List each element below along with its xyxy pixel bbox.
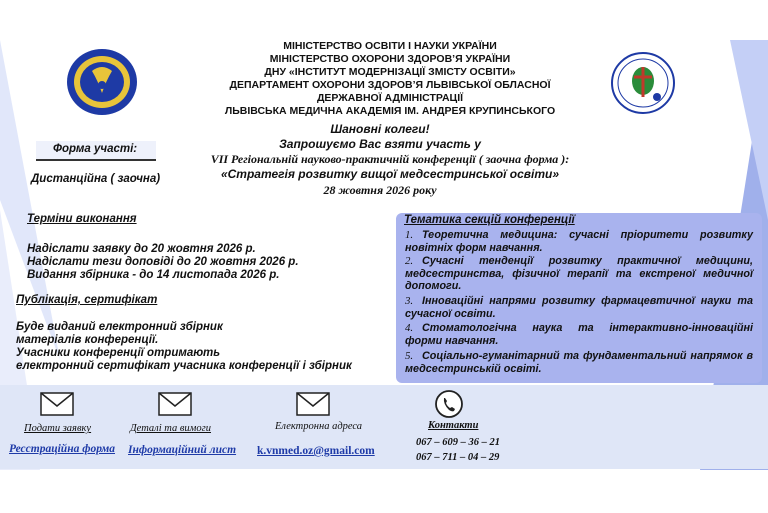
header-line-6: ЛЬВІВСЬКА МЕДИЧНА АКАДЕМІЯ ІМ. АНДРЕЯ КРУПИНСЬКОГО: [224, 105, 556, 117]
publication-line-3: Учасники конференції отримають: [16, 347, 221, 359]
conference-name: VII Регіональній науково-практичній конференції ( заочна форма ):: [210, 152, 570, 166]
publication-heading: Публікація, сертифікат: [16, 294, 158, 306]
apply-label: Подати заявку: [24, 423, 92, 434]
topic-item-5: [405, 350, 753, 375]
topic-text: Стоматологічна наука та інтерактивно-інноваційні форми навчання.: [405, 322, 753, 347]
topic-item-4: [405, 322, 753, 347]
envelope-icon: [158, 392, 192, 416]
info-letter-link[interactable]: Інформаційний лист: [128, 444, 237, 456]
topic-item-1: [405, 229, 753, 254]
topic-text: Теоретична медицина: сучасні пріоритети розвитку новітніх форм навчання.: [405, 229, 753, 254]
topic-item-3: [405, 295, 753, 320]
header-line-4: ДЕПАРТАМЕНТ ОХОРОНИ ЗДОРОВ’Я ЛЬВІВСЬКОЇ ОБЛАСНОЇ: [229, 79, 551, 91]
header-line-3: ДНУ «ІНСТИТУТ МОДЕРНІЗАЦІЇ ЗМІСТУ ОСВІТИ»: [264, 66, 516, 78]
topic-text: Інноваційні напрями розвитку фармацевтичної науки та сучасної освіти.: [405, 295, 753, 320]
topic-number: 4.: [405, 322, 414, 334]
greeting: Шановні колеги!: [330, 122, 430, 136]
topic-text: Сучасні тенденції розвитку практичної медицини, медсестринства, фізичної терапії та екстреної медичної допомоги.: [405, 255, 753, 293]
header-line-2: МІНІСТЕРСТВО ОХОРОНИ ЗДОРОВ’Я УКРАЇНИ: [269, 53, 511, 65]
details-label: Деталі та вимоги: [130, 423, 211, 434]
registration-form-link[interactable]: Ресстраційна форма: [9, 443, 115, 455]
email-link[interactable]: k.vnmed.oz@gmail.com: [257, 445, 375, 457]
footer-panel: [0, 385, 768, 469]
publication-line-2: матеріалів конференції.: [16, 334, 159, 346]
topic-item-2: [405, 255, 753, 293]
header-line-5: ДЕРЖАВНОЇ АДМІНІСТРАЦІЇ: [316, 92, 464, 104]
conference-title: «Стратегія розвитку вищої медсестринської освіти»: [220, 167, 560, 181]
contacts-label: Контакти: [428, 420, 479, 431]
topics-heading: Тематика секцій конференції: [404, 214, 575, 226]
topic-number: 5.: [405, 350, 414, 362]
deadlines-heading: Терміни виконання: [27, 213, 137, 225]
phone-number-1[interactable]: 067 – 609 – 36 – 21: [416, 437, 500, 448]
participation-value: Дистанційна ( заочна): [31, 173, 161, 185]
topic-number: 1.: [405, 229, 414, 241]
envelope-icon: [40, 392, 74, 416]
conference-date: 28 жовтня 2026 року: [323, 183, 437, 197]
publication-line-4: електронний сертифікат учасника конференції і збірник: [16, 360, 352, 372]
deadline-item-2: Надіслати тези доповіді до 20 жовтня 2026 р.: [27, 256, 299, 268]
phone-number-2[interactable]: 067 – 711 – 04 – 29: [416, 452, 500, 463]
participation-heading: Форма участі:: [53, 143, 138, 155]
deadline-item-1: Надіслати заявку до 20 жовтня 2026 р.: [27, 243, 256, 255]
institution-seal: [610, 51, 676, 115]
topic-number: 2.: [405, 255, 414, 267]
topic-number: 3.: [405, 295, 414, 307]
publication-line-1: Буде виданий електронний збірник: [16, 321, 223, 333]
email-label: Електронна адреса: [275, 421, 363, 432]
invite-text: Запрошуємо Вас взяти участь у: [279, 137, 481, 151]
academy-logo: [65, 47, 139, 117]
phone-icon: [434, 389, 464, 419]
envelope-icon: [296, 392, 330, 416]
header-line-1: МІНІСТЕРСТВО ОСВІТИ І НАУКИ УКРАЇНИ: [283, 40, 497, 52]
topic-text: Соціально-гуманітарний та фундаментальний напрямок в медсестринській освіті.: [405, 350, 753, 375]
deadline-item-3: Видання збірника - до 14 листопада 2026 р.: [27, 269, 280, 281]
